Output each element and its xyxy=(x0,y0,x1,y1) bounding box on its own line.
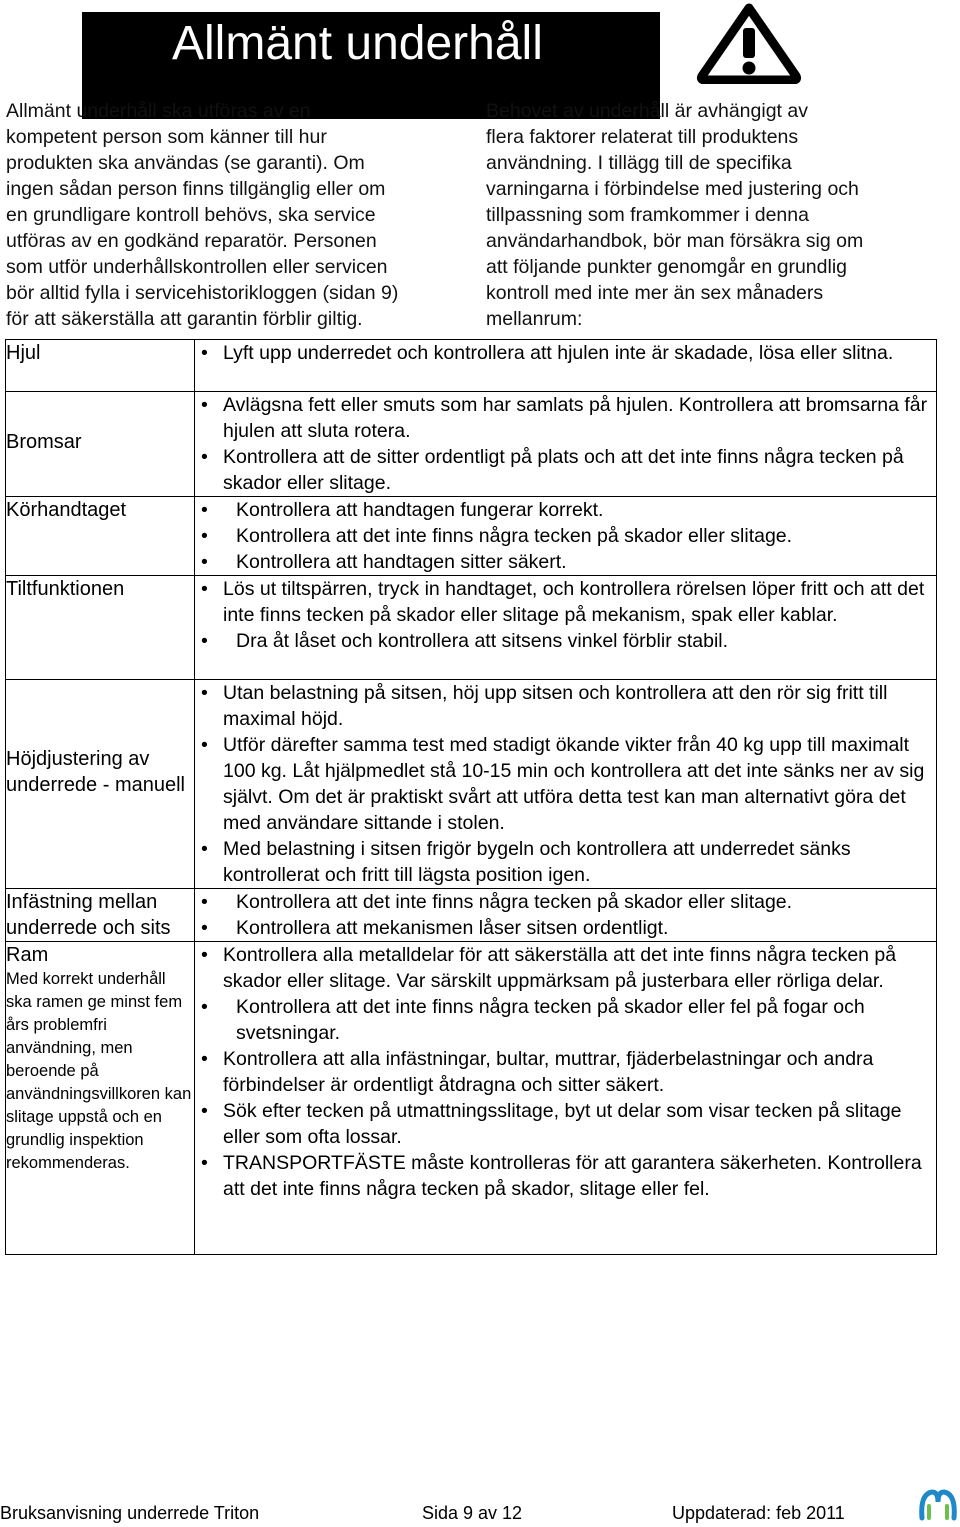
table-row xyxy=(6,942,937,1255)
table-row xyxy=(6,576,937,680)
row-label-bromsar: Bromsar xyxy=(6,392,195,497)
warning-triangle-icon xyxy=(696,2,802,84)
check-item: • Kontrollera att det inte finns några tecken på skador eller fel på fogar och svetsningar. xyxy=(195,994,936,1046)
row-label-infastning: Infästning mellan underrede och sits xyxy=(6,889,195,942)
page-title: Allmänt underhåll xyxy=(172,17,543,70)
intro-right-line: tillpassning som framkommer i denna xyxy=(486,204,809,226)
intro-right-line: mellanrum: xyxy=(486,308,583,330)
intro-right-line: Behovet av underhåll är avhängigt av xyxy=(486,100,808,122)
row-label-tiltfunktionen: Tiltfunktionen xyxy=(6,576,195,680)
row-content-ram xyxy=(195,942,937,1255)
check-item: • Med belastning i sitsen frigör bygeln och kontrollera att underredet sänks kontrollerat och fritt till lägsta position igen. xyxy=(195,836,936,888)
table-row xyxy=(6,680,937,889)
intro-left-line: produkten ska användas (se garanti). Om xyxy=(6,152,365,174)
check-item: • Kontrollera att det inte finns några tecken på skador eller slitage. xyxy=(195,889,936,915)
check-item: • Kontrollera alla metalldelar för att säkerställa att det inte finns några tecken på skador eller slitage. Var särskilt uppmärksam på justerbara eller rörliga delar. xyxy=(195,942,936,994)
footer-document-name: Bruksanvisning underrede Triton xyxy=(0,1503,260,1523)
row-content-hjul xyxy=(195,340,937,392)
check-item: • Avlägsna fett eller smuts som har samlats på hjulen. Kontrollera att bromsarna får hjulen att sluta rotera. xyxy=(195,392,936,444)
row-label-hojdjustering: Höjdjustering av underrede - manuell xyxy=(6,680,195,889)
check-item: • Utan belastning på sitsen, höj upp sitsen och kontrollera att den rör sig fritt till maximal höjd. xyxy=(195,680,936,732)
footer-page-number: Sida 9 av 12 xyxy=(422,1503,523,1523)
intro-right-line: varningarna i förbindelse med justering och xyxy=(486,178,859,200)
intro-left-line: kompetent person som känner till hur xyxy=(6,126,327,148)
intro-right-line: flera faktorer relaterat till produktens xyxy=(486,126,799,148)
check-item: • Kontrollera att mekanismen låser sitsen ordentligt. xyxy=(195,915,936,941)
intro-left-line: som utför underhållskontrollen eller servicen xyxy=(6,256,388,278)
row-content-tiltfunktionen xyxy=(195,576,937,680)
intro-left-line: bör alltid fylla i servicehistorikloggen (sidan 9) xyxy=(6,282,399,304)
ram-note: Med korrekt underhåll ska ramen ge minst fem års problemfri användning, men beroende på användningsvillkoren kan slitage uppstå och en grundlig inspektion rekommenderas. xyxy=(6,970,192,1172)
intro-left-paragraph xyxy=(6,98,466,332)
ram-label: Ram xyxy=(6,944,49,966)
intro-left-line: ingen sådan person finns tillgänglig eller om xyxy=(6,178,386,200)
row-label-ram xyxy=(6,942,195,1255)
intro-left-line: Allmänt underhåll ska utföras av en xyxy=(6,100,311,122)
intro-right-line: kontroll med inte mer än sex månaders xyxy=(486,282,824,304)
row-label-korhandtaget: Körhandtaget xyxy=(6,497,195,576)
row-label-hjul: Hjul xyxy=(6,340,195,392)
intro-right-paragraph xyxy=(486,98,946,332)
row-content-infastning xyxy=(195,889,937,942)
check-item: • Sök efter tecken på utmattningsslitage, byt ut delar som visar tecken på slitage eller som ofta lossar. xyxy=(195,1098,936,1150)
row-content-bromsar xyxy=(195,392,937,497)
table-row xyxy=(6,340,937,392)
intro-left-line: en grundligare kontroll behövs, ska service xyxy=(6,204,376,226)
check-item: • TRANSPORTFÄSTE måste kontrolleras för att garantera säkerheten. Kontrollera att det inte finns några tecken på skador, slitage eller fel. xyxy=(195,1150,936,1202)
intro-right-line: användning. I tillägg till de specifika xyxy=(486,152,792,174)
check-item: • Utför därefter samma test med stadigt ökande vikter från 40 kg upp till maximalt 100 kg. Låt hjälpmedlet stå 10-15 min och kontrollera att det inte sänks ner av sig självt. Om det är praktiskt svårt att utföra detta test kan man alternativt göra det med användare sittande i stolen. xyxy=(195,732,936,836)
maintenance-table xyxy=(5,339,937,1255)
footer-updated-date: Uppdaterad: feb 2011 xyxy=(672,1503,845,1523)
check-item: • Lyft upp underredet och kontrollera att hjulen inte är skadade, lösa eller slitna. xyxy=(195,340,936,366)
table-row xyxy=(6,392,937,497)
check-item: • Kontrollera att handtagen fungerar korrekt. xyxy=(195,497,936,523)
check-item: • Kontrollera att alla infästningar, bultar, muttrar, fjäderbelastningar och andra förbindelser är ordentligt åtdragna och sitter säkert. xyxy=(195,1046,936,1098)
row-content-hojdjustering xyxy=(195,680,937,889)
table-row xyxy=(6,497,937,576)
intro-right-line: att följande punkter genomgår en grundlig xyxy=(486,256,847,278)
intro-left-line: för att säkerställa att garantin förblir giltig. xyxy=(6,308,363,330)
row-content-korhandtaget xyxy=(195,497,937,576)
check-item: • Kontrollera att det inte finns några tecken på skador eller slitage. xyxy=(195,523,936,549)
check-item: • Lös ut tiltspärren, tryck in handtaget, och kontrollera rörelsen löper fritt och att det inte finns tecken på skador eller slitage på mekanism, spak eller kablar. xyxy=(195,576,936,628)
check-item: • Dra åt låset och kontrollera att sitsens vinkel förblir stabil. xyxy=(195,628,936,654)
intro-left-line: utföras av en godkänd reparatör. Personen xyxy=(6,230,377,252)
check-item: • Kontrollera att de sitter ordentligt på plats och att det inte finns några tecken på skador eller slitage. xyxy=(195,444,936,496)
intro-right-line: användarhandbok, bör man försäkra sig om xyxy=(486,230,864,252)
table-row xyxy=(6,889,937,942)
check-item: • Kontrollera att handtagen sitter säkert. xyxy=(195,549,936,575)
brand-logo-icon xyxy=(918,1488,958,1522)
